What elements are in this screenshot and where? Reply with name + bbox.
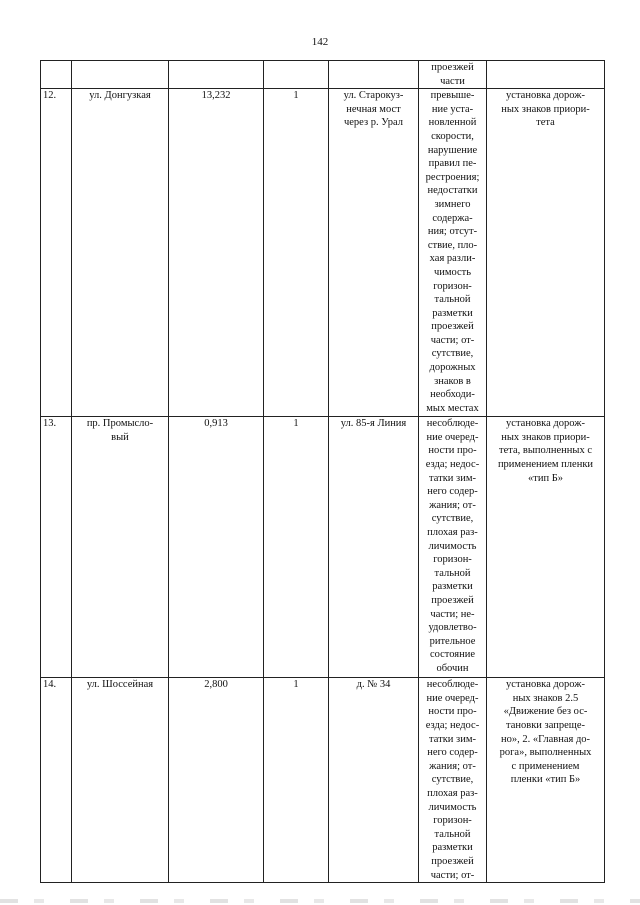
text-line: горизон- [433, 280, 472, 292]
text-line: проезжей [431, 855, 474, 867]
cell-count: 1 [264, 89, 329, 417]
text-line: сутствие, [431, 513, 474, 525]
cell-street [72, 89, 169, 417]
cell-location [329, 89, 419, 417]
text-line: тета [536, 117, 555, 129]
text-line: «тип Б» [528, 472, 563, 484]
text-line: «Движение без ос- [503, 706, 588, 718]
text-line: скорости, [431, 130, 474, 142]
text-line: вый [111, 431, 129, 443]
text-line: тальной [434, 567, 471, 579]
text-line: рога», выполненных [499, 747, 592, 759]
text-line: ул. 85-я Линия [340, 418, 407, 430]
cell-num: 12. [41, 89, 72, 417]
cell-street [72, 417, 169, 678]
cell-measures [487, 417, 605, 678]
text-line: нечная мост [346, 103, 401, 115]
text-line: плохая раз- [427, 787, 478, 799]
text-line: установка дорож- [506, 418, 585, 430]
text-line: мых местах [426, 402, 479, 414]
text-line: личимость [428, 801, 477, 813]
text-line: пленки «тип Б» [510, 774, 581, 786]
text-line: необходи- [430, 389, 475, 401]
text-line: через р. Урал [343, 117, 403, 129]
text-line: новленной [428, 117, 477, 129]
page-number: 142 [311, 36, 329, 48]
cell-measures [487, 89, 605, 417]
cell-violations [419, 89, 487, 417]
text-line: несоблюде- [426, 679, 479, 691]
cell-measures [487, 61, 605, 89]
text-line: сутствие, [431, 774, 474, 786]
cell-length: 13,232 [169, 89, 264, 417]
text-line: тановки запреще- [506, 719, 585, 731]
text-line: езда; недос- [425, 719, 480, 731]
text-line: разметки [432, 307, 473, 319]
text-line: д. № 34 [356, 679, 391, 691]
text-line: установка дорож- [506, 90, 585, 102]
text-line: части [440, 75, 465, 87]
text-line: рестроения; [425, 171, 480, 183]
text-line: с применением [511, 760, 580, 772]
cell-count [264, 61, 329, 89]
text-line: плохая раз- [427, 526, 478, 538]
text-line: пр. Промысло- [86, 418, 154, 430]
road-defects-table [40, 60, 605, 883]
text-line: тета, выполненных с [499, 445, 592, 457]
text-line: тальной [434, 828, 471, 840]
cell-num: 13. [41, 417, 72, 678]
cell-location [329, 61, 419, 89]
text-line: ных знаков приори- [501, 431, 590, 443]
cell-length [169, 61, 264, 89]
text-line: проезжей [431, 62, 474, 73]
cell-violations [419, 678, 487, 883]
text-line: части; от- [430, 334, 475, 346]
text-line: проезжей [431, 594, 474, 606]
text-line: ул. Старокуз- [343, 90, 404, 102]
text-line: езда; недос- [425, 458, 480, 470]
text-line: обочин [436, 662, 469, 674]
text-line: ности про- [428, 706, 477, 718]
text-line: рительное [429, 635, 476, 647]
cell-count: 1 [264, 678, 329, 883]
text-line: дорожных [429, 362, 476, 374]
text-line: разметки [432, 842, 473, 854]
text-line: тальной [434, 294, 471, 306]
cell-street [72, 678, 169, 883]
cell-count: 1 [264, 417, 329, 678]
text-line: жания; от- [429, 760, 476, 772]
text-line: него содер- [427, 747, 478, 759]
text-line: хая разли- [429, 253, 476, 265]
cell-location [329, 417, 419, 678]
text-line: зимнего [434, 198, 471, 210]
text-line: личимость [428, 540, 477, 552]
text-line: превыше- [430, 90, 475, 102]
cell-street [72, 61, 169, 89]
text-line: разметки [432, 581, 473, 593]
table-row [41, 678, 605, 883]
text-line: правил пе- [428, 158, 477, 170]
text-line: ул. Донгузкая [89, 90, 151, 102]
text-line: состояние [429, 649, 476, 661]
text-line: чимость [433, 266, 472, 278]
text-line: ных знаков 2.5 [512, 692, 579, 704]
text-line: ствие, пло- [427, 239, 478, 251]
text-line: ние очеред- [426, 431, 479, 443]
cell-violations [419, 417, 487, 678]
text-line: ных знаков приори- [501, 103, 590, 115]
text-line: ние очеред- [426, 692, 479, 704]
text-line: удовлетво- [428, 622, 477, 634]
text-line: несоблюде- [426, 418, 479, 430]
text-line: ние уста- [431, 103, 474, 115]
text-line: применением пленки [497, 458, 594, 470]
text-line: знаков в [434, 375, 471, 387]
text-line: ности про- [428, 445, 477, 457]
cell-length: 2,800 [169, 678, 264, 883]
cell-num: 14. [41, 678, 72, 883]
table-row [41, 89, 605, 417]
text-line: нарушение [427, 144, 478, 156]
text-line: горизон- [433, 554, 472, 566]
text-line: ния; отсут- [427, 226, 478, 238]
table-row [41, 417, 605, 678]
scan-artifact [0, 899, 640, 903]
text-line: ул. Шоссейная [86, 679, 154, 691]
text-line: содержа- [432, 212, 473, 224]
text-line: части; не- [430, 608, 475, 620]
text-line: но», 2. «Главная до- [500, 733, 591, 745]
text-line: татки зим- [429, 733, 476, 745]
text-line: установка дорож- [506, 679, 585, 691]
text-line: недостатки [427, 185, 478, 197]
cell-location [329, 678, 419, 883]
cell-length: 0,913 [169, 417, 264, 678]
text-line: части; от- [430, 869, 475, 881]
text-line: сутствие, [431, 348, 474, 360]
cell-measures [487, 678, 605, 883]
cell-num [41, 61, 72, 89]
text-line: проезжей [431, 321, 474, 333]
text-line: него содер- [427, 486, 478, 498]
text-line: горизон- [433, 815, 472, 827]
text-line: жания; от- [429, 499, 476, 511]
text-line: татки зим- [429, 472, 476, 484]
cell-violations [419, 61, 487, 89]
table-row-continuation [41, 61, 605, 89]
